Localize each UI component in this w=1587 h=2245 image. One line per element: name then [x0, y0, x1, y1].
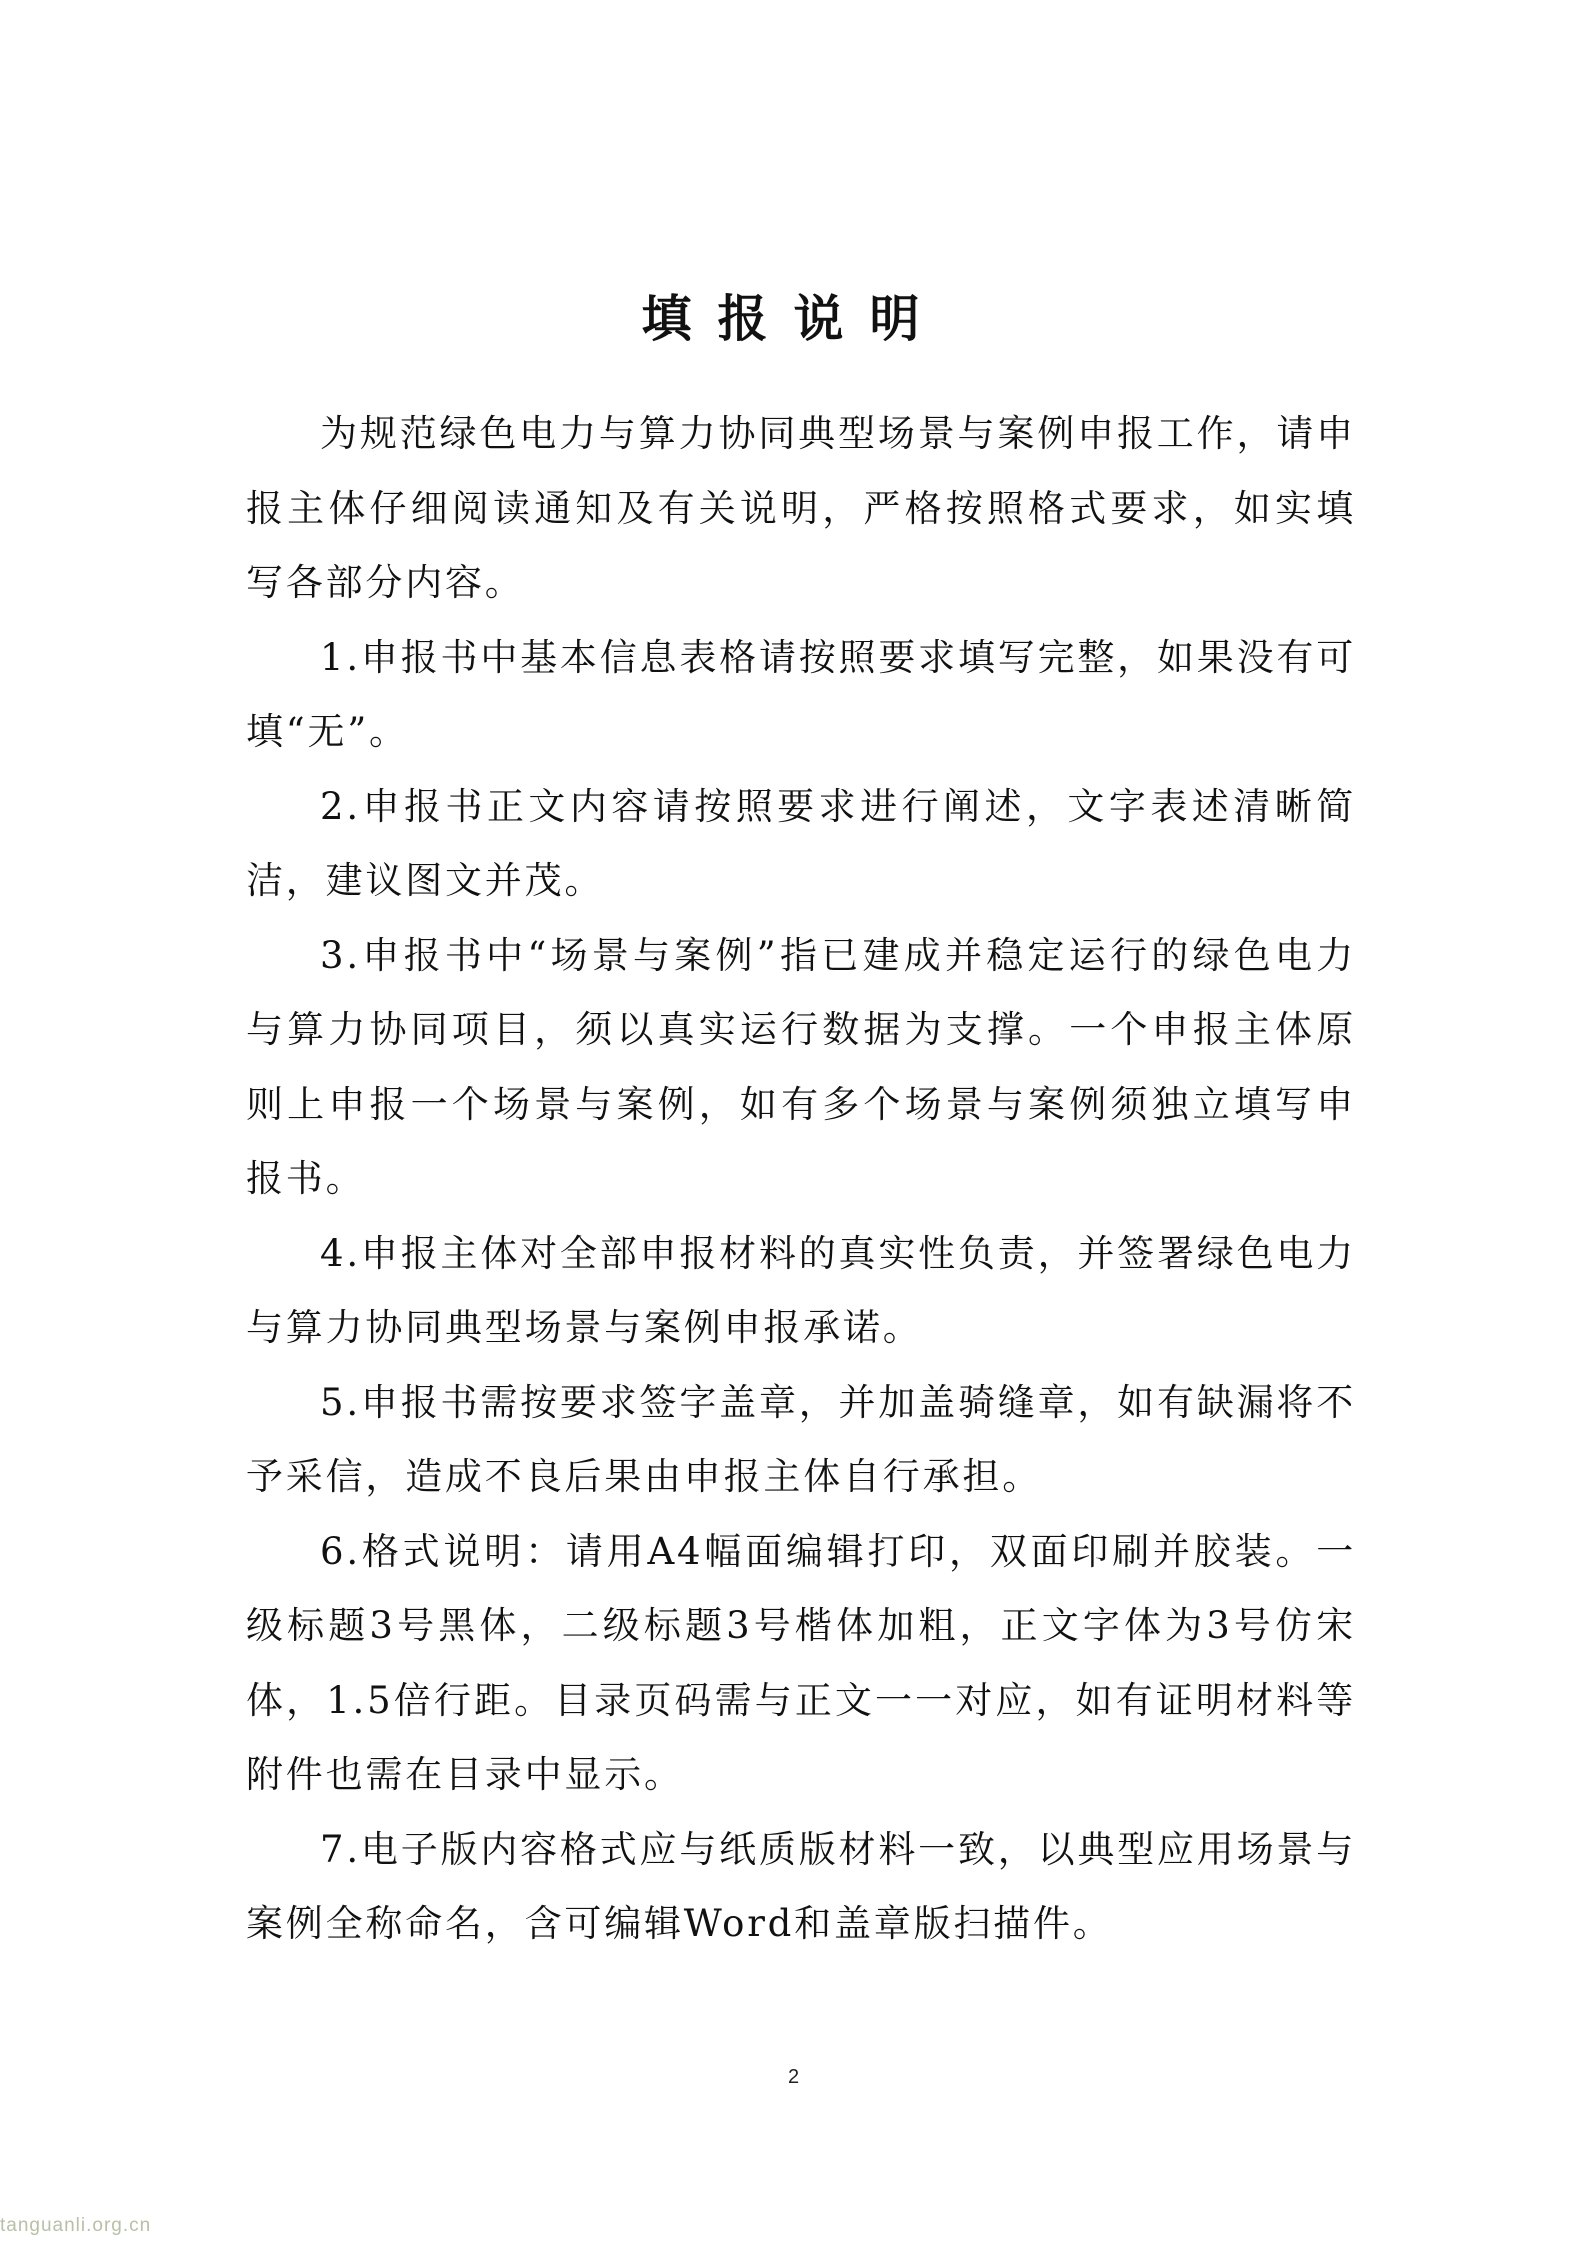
instruction-item-4: 4.申报主体对全部申报材料的真实性负责，并签署绿色电力与算力协同典型场景与案例申报承诺。 — [246, 1231, 1356, 1349]
instruction-item-1: 1.申报书中基本信息表格请按照要求填写完整，如果没有可填“无”。 — [246, 635, 1356, 753]
instruction-item-6: 6.格式说明：请用A4幅面编辑打印，双面印刷并胶装。一级标题3号黑体，二级标题3号楷体加粗，正文字体为3号仿宋体，1.5倍行距。目录页码需与正文一一对应，如有证明材料等附件也需在目录中显示。 — [246, 1529, 1356, 1796]
instruction-item-2: 2.申报书正文内容请按照要求进行阐述，文字表述清晰简洁，建议图文并茂。 — [246, 784, 1356, 902]
page-title: 填报说明 — [641, 290, 946, 348]
instruction-item-7: 7.电子版内容格式应与纸质版材料一致，以典型应用场景与案例全称命名，含可编辑Word和盖章版扫描件。 — [246, 1827, 1356, 1945]
instruction-item-3: 3.申报书中“场景与案例”指已建成并稳定运行的绿色电力与算力协同项目，须以真实运行数据为支撑。一个申报主体原则上申报一个场景与案例，如有多个场景与案例须独立填写申报书。 — [246, 933, 1356, 1200]
instruction-body — [246, 397, 1356, 1962]
instruction-item-5: 5.申报书需按要求签字盖章，并加盖骑缝章，如有缺漏将不予采信，造成不良后果由申报主体自行承担。 — [246, 1380, 1356, 1498]
site-watermark: tanguanli.org.cn — [0, 2215, 152, 2236]
intro-paragraph: 为规范绿色电力与算力协同典型场景与案例申报工作，请申报主体仔细阅读通知及有关说明，严格按照格式要求，如实填写各部分内容。 — [246, 412, 1356, 604]
page-number: 2 — [787, 2066, 800, 2088]
